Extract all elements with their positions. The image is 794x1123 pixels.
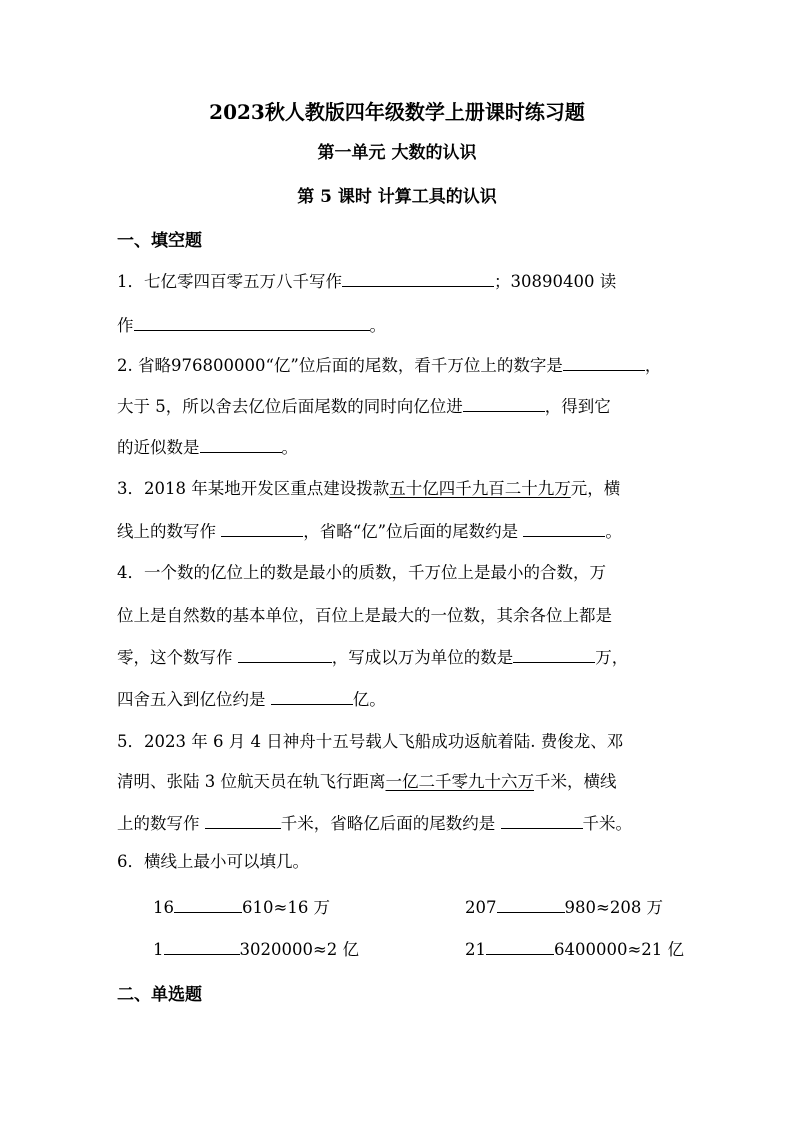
q3-text: ，省略“亿”位后面的尾数约是 bbox=[303, 522, 524, 541]
q6-item-4 bbox=[465, 936, 684, 962]
q1-text: 1．七亿零四百零五万八千写作 bbox=[117, 272, 342, 291]
q4-text: 位上是自然数的基本单位，百位上是最大的一位数，其余各位上都是 bbox=[117, 606, 612, 625]
answer-blank[interactable] bbox=[497, 894, 565, 913]
q6-item-suffix: 6400000≈21 亿 bbox=[554, 940, 685, 959]
answer-blank[interactable] bbox=[501, 810, 583, 829]
q3-text: 3．2018 年某地开发区重点建设拨款 bbox=[117, 479, 390, 498]
question-5-line-2 bbox=[117, 770, 682, 794]
answer-blank[interactable] bbox=[342, 268, 494, 287]
q5-text: 清明、张陆 3 位航天员在轨飞行距离 bbox=[117, 772, 386, 791]
q6-item-1 bbox=[153, 894, 330, 920]
q2-text: 的近似数是 bbox=[117, 438, 200, 457]
question-4-line-4 bbox=[117, 686, 682, 712]
q2-text: ， bbox=[644, 356, 662, 375]
q6-item-suffix: 3020000≈2 亿 bbox=[239, 940, 360, 959]
q4-text: ，写成以万为单位的数是 bbox=[331, 648, 514, 667]
question-6-prompt bbox=[117, 850, 682, 874]
q6-item-suffix: 610≈16 万 bbox=[242, 898, 331, 917]
q4-text: 亿。 bbox=[352, 690, 386, 709]
q2-text: ，得到它 bbox=[544, 397, 611, 416]
q6-item-3 bbox=[153, 936, 359, 962]
q1-text: 作 bbox=[117, 316, 134, 335]
answer-blank[interactable] bbox=[164, 936, 240, 955]
unit-title: 第一单元 大数的认识 bbox=[317, 143, 477, 163]
answer-blank[interactable] bbox=[221, 518, 303, 537]
question-2-line-3 bbox=[117, 434, 682, 460]
answer-blank[interactable] bbox=[463, 393, 545, 412]
q3-underlined-number: 五十亿四千九百二十九万 bbox=[389, 479, 571, 498]
answer-blank[interactable] bbox=[200, 434, 282, 453]
question-4-line-3 bbox=[117, 644, 682, 670]
q5-underlined-number: 一亿二千零九十六万 bbox=[385, 772, 534, 791]
q1-text: ；30890400 读 bbox=[494, 272, 617, 291]
q6-item-prefix: 1 bbox=[153, 940, 164, 959]
q3-text: 。 bbox=[605, 522, 622, 541]
q6-text: 6．横线上最小可以填几。 bbox=[117, 852, 309, 871]
question-3-line-1 bbox=[117, 477, 682, 501]
answer-blank[interactable] bbox=[523, 518, 605, 537]
answer-blank[interactable] bbox=[486, 936, 554, 955]
question-5-line-3 bbox=[117, 810, 682, 836]
q6-item-prefix: 207 bbox=[465, 898, 497, 917]
q1-text: 。 bbox=[369, 316, 386, 335]
q3-text: 元，横 bbox=[570, 479, 621, 498]
q4-text: 四舍五入到亿位约是 bbox=[117, 690, 271, 709]
section-heading-single-choice: 二、单选题 bbox=[117, 985, 202, 1005]
q6-item-prefix: 21 bbox=[465, 940, 486, 959]
q5-text: 上的数写作 bbox=[117, 814, 205, 833]
q4-text: 万， bbox=[595, 648, 629, 667]
q6-item-prefix: 16 bbox=[153, 898, 174, 917]
q5-text: 5．2023 年 6 月 4 日神舟十五号载人飞船成功返航着陆. 费俊龙、邓 bbox=[117, 732, 624, 751]
q2-text: 2. 省略976800000“亿”位后面的尾数，看千万位上的数字是 bbox=[117, 356, 563, 375]
answer-blank[interactable] bbox=[174, 894, 242, 913]
q6-item-suffix: 980≈208 万 bbox=[564, 898, 664, 917]
question-1-line-2 bbox=[117, 312, 682, 338]
question-1-line-1 bbox=[117, 268, 682, 294]
q4-text: 4．一个数的亿位上的数是最小的质数，千万位上是最小的合数，万 bbox=[117, 563, 606, 582]
q2-text: 。 bbox=[281, 438, 298, 457]
q2-text: 大于 5，所以舍去亿位后面尾数的同时向亿位进 bbox=[117, 397, 463, 416]
section-heading-fill-blank: 一、填空题 bbox=[117, 231, 202, 251]
lesson-title: 第 5 课时 计算工具的认识 bbox=[297, 187, 497, 207]
question-3-line-2 bbox=[117, 518, 682, 544]
answer-blank[interactable] bbox=[563, 352, 645, 371]
answer-blank[interactable] bbox=[134, 312, 370, 331]
q5-text: 千米，横线 bbox=[534, 772, 617, 791]
q5-text: 千米。 bbox=[582, 814, 632, 833]
answer-blank[interactable] bbox=[238, 644, 332, 663]
answer-blank[interactable] bbox=[205, 810, 281, 829]
question-4-line-2 bbox=[117, 604, 682, 628]
q3-text: 线上的数写作 bbox=[117, 522, 222, 541]
question-2-line-1 bbox=[117, 352, 682, 378]
page-title: 2023秋人教版四年级数学上册课时练习题 bbox=[209, 100, 585, 124]
answer-blank[interactable] bbox=[271, 686, 353, 705]
q4-text: 零，这个数写作 bbox=[117, 648, 238, 667]
question-4-line-1 bbox=[117, 561, 682, 585]
q5-text: 千米，省略亿后面的尾数约是 bbox=[280, 814, 501, 833]
answer-blank[interactable] bbox=[513, 644, 595, 663]
q6-item-2 bbox=[465, 894, 663, 920]
question-2-line-2 bbox=[117, 393, 682, 419]
question-5-line-1 bbox=[117, 730, 682, 754]
